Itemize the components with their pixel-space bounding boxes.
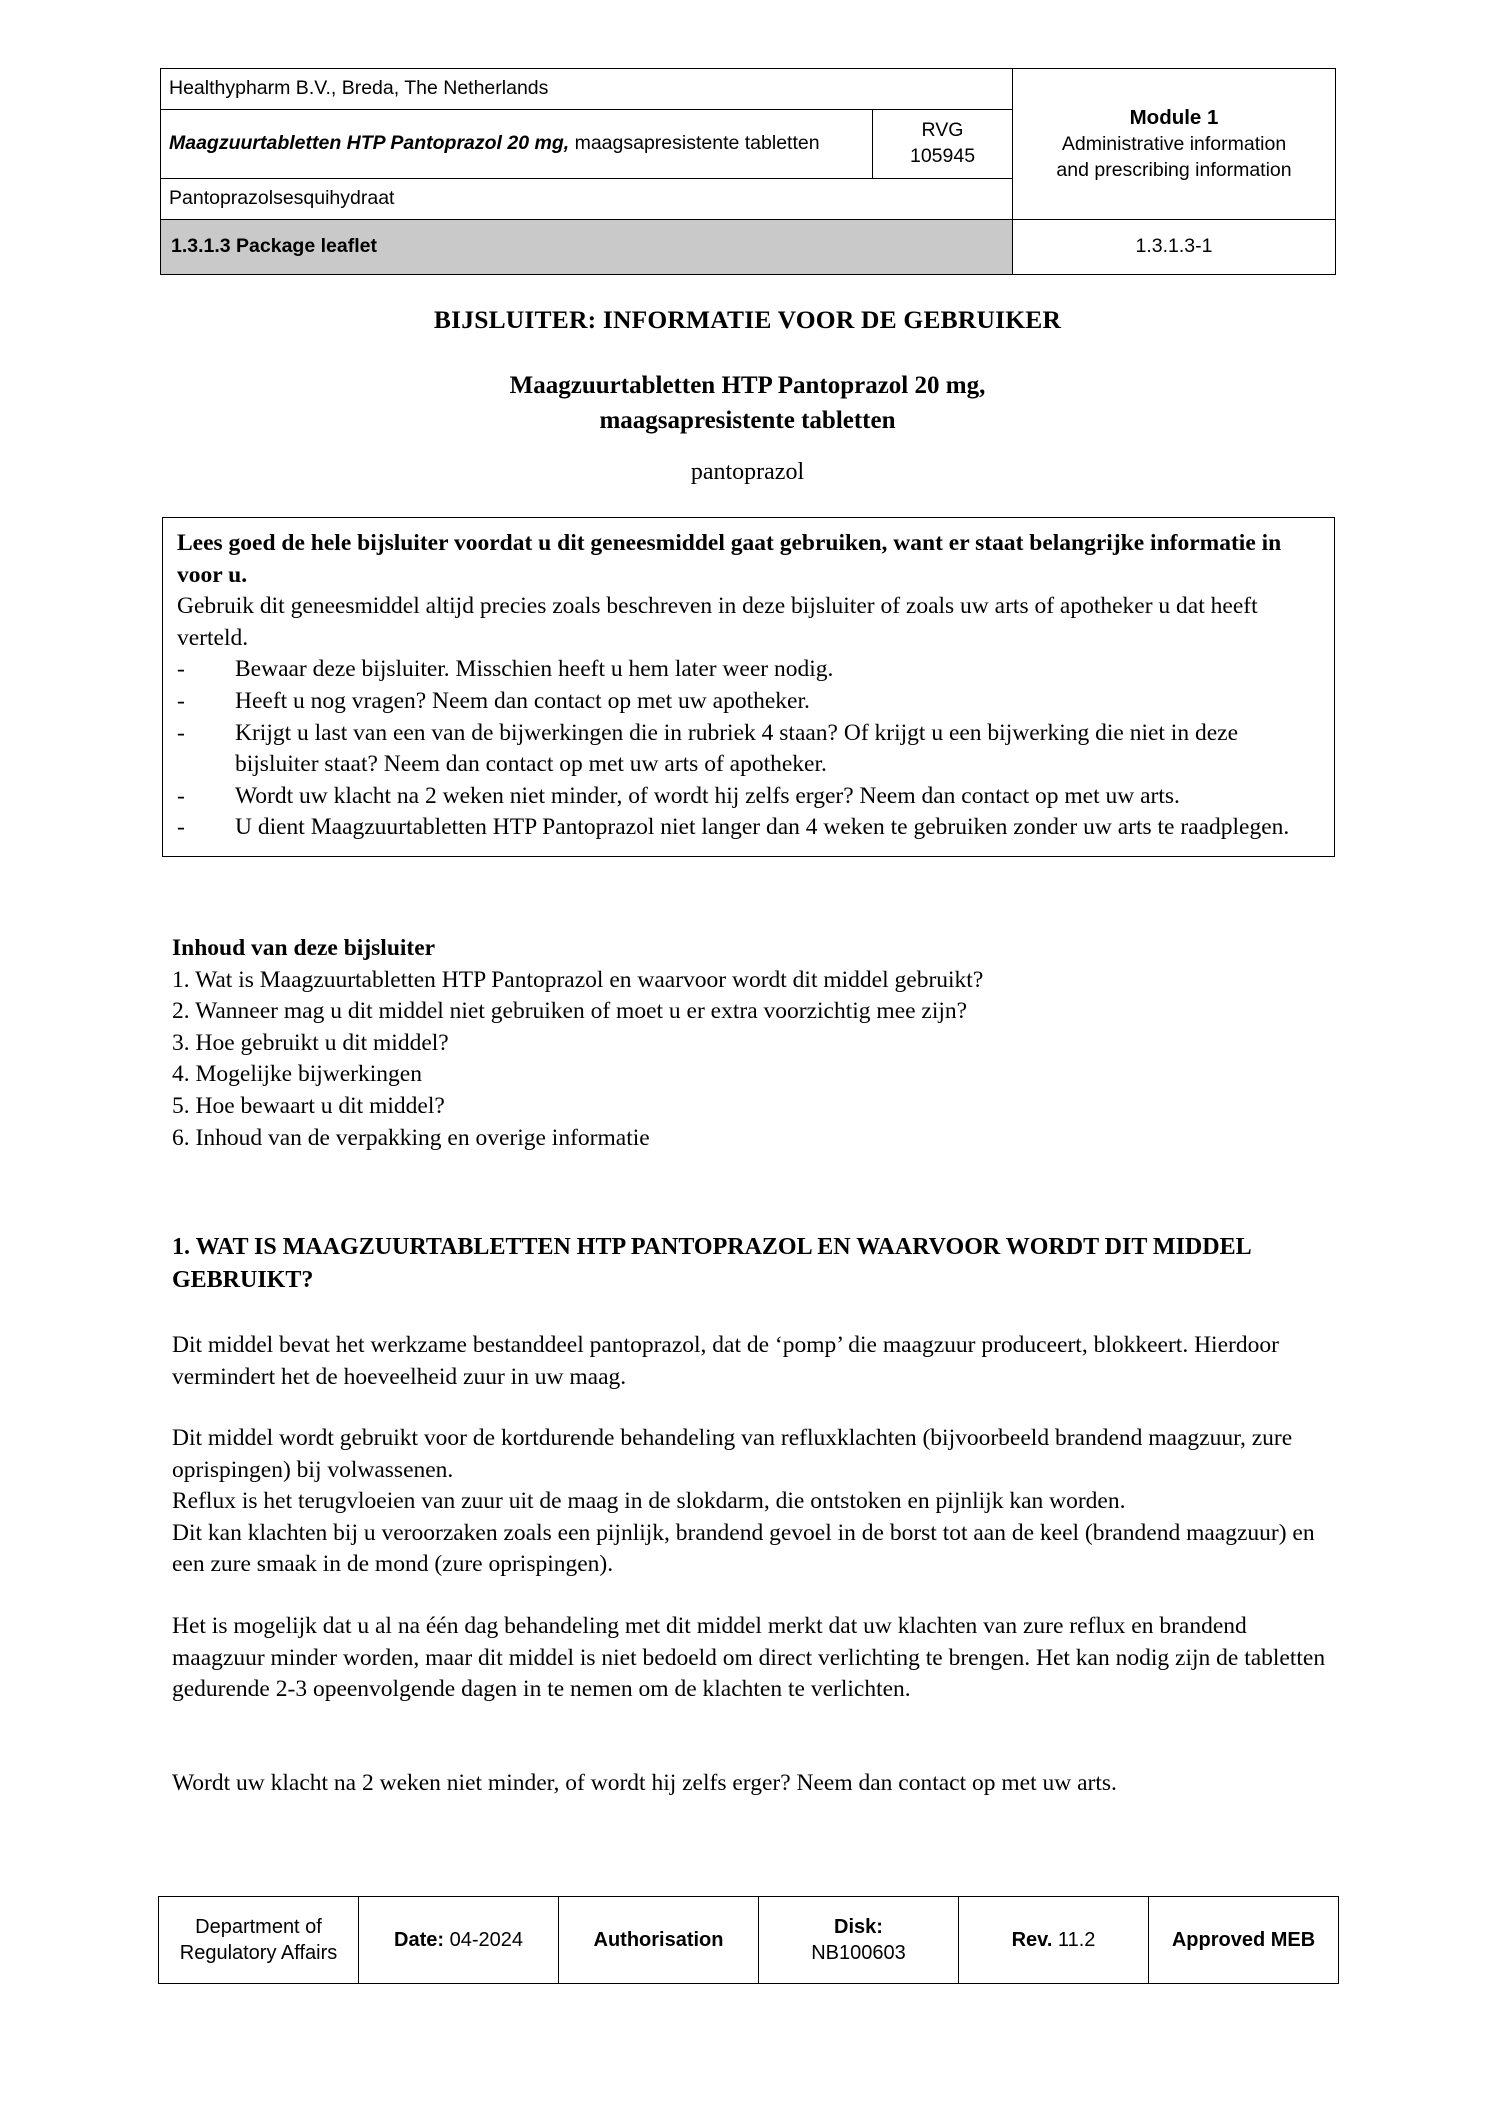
rev-label: Rev. [1011,1929,1053,1951]
date-value: 04-2024 [444,1929,523,1951]
header-company-cell: Healthypharm B.V., Breda, The Netherlands [161,69,1013,110]
rvg-number: 105945 [909,145,976,167]
header-rvg-cell [873,110,1013,179]
list-item [177,812,1320,844]
leaflet-section-title: 1.3.1.3 Package leaflet [161,220,1013,275]
list-item-text: Krijgt u last van een van de bijwerkingen die in rubriek 4 staan? Of krijgt u een bijwerking die niet in deze bijsluiter staat? Neem dan contact op met uw arts of apotheker. [235,719,1239,778]
header-product-name: Maagzuurtabletten HTP Pantoprazol 20 mg, [169,132,570,155]
section-1-paragraph-3 [172,1611,1335,1706]
generic-substance-name: pantoprazol [690,459,805,485]
list-item [177,781,1320,813]
section-1-paragraph-2 [172,1423,1335,1581]
module-line-1: Administrative information [1061,133,1287,156]
dash-marker: - [177,719,185,746]
footer-row [159,1897,1339,1984]
paragraph-text: Dit middel wordt gebruikt voor de kortdurende behandeling van refluxklachten (bijvoorbeeld brandend maagzuur, zure oprispingen) bij volwassenen. [172,1425,1293,1483]
department-line-1: Department of [195,1916,322,1938]
toc-item-5: 5. Hoe bewaart u dit middel? [172,1092,445,1119]
header-product-cell [161,110,873,179]
product-title [160,369,1335,438]
paragraph-text: Het is mogelijk dat u al na één dag behandeling met dit middel merkt dat uw klachten van zure reflux en brandend maagzuur minder worden, maar dit middel is niet bedoeld om direct verlichting te brengen. Het kan nodig zijn de tabletten gedurende 2-3 opeenvolgende dagen in te nemen om de klachten te verlichten. [172,1613,1326,1703]
footer-department-cell [159,1897,359,1984]
warning-bullet-list [177,654,1320,844]
disk-value: NB100603 [811,1942,906,1964]
leaflet-section-code: 1.3.1.3-1 [1013,220,1336,275]
list-item [177,718,1320,781]
section-1-heading: 1. WAT IS MAAGZUURTABLETTEN HTP PANTOPRAZOL EN WAARVOOR WORDT DIT MIDDEL GEBRUIKT? [172,1234,1251,1293]
list-item [177,686,1320,718]
list-item-text: U dient Maagzuurtabletten HTP Pantoprazol niet langer dan 4 weken te gebruiken zonder uw arts te raadplegen. [235,814,1290,841]
important-information-box [162,517,1335,857]
document-header-table [160,68,1336,275]
paragraph-text: Dit kan klachten bij u veroorzaken zoals een pijnlijk, brandend gevoel in de borst tot aan de keel (brandend maagzuur) en een zure smaak in de mond (zure oprispingen). [172,1519,1315,1578]
footer-authorisation-cell: Authorisation [559,1897,759,1984]
list-item-text: Bewaar deze bijsluiter. Misschien heeft u hem later weer nodig. [235,656,834,683]
footer-disk-cell [759,1897,959,1984]
toc-heading: Inhoud van deze bijsluiter [172,935,436,961]
paragraph-text: Wordt uw klacht na 2 weken niet minder, of wordt hij zelfs erger? Neem dan contact op met uw arts. [172,1770,1117,1796]
warning-bold-intro: Lees goed de hele bijsluiter voordat u dit geneesmiddel gaat gebruiken, want er staat belangrijke informatie in voor u. [177,530,1282,588]
section-1-paragraph-1 [172,1330,1335,1393]
department-line-2: Regulatory Affairs [179,1942,338,1964]
header-substance-cell: Pantoprazolsesquihydraat [161,179,1013,220]
page-title: BIJSLUITER: INFORMATIE VOOR DE GEBRUIKER [433,305,1062,334]
footer-rev-cell [959,1897,1149,1984]
header-module-cell [1013,69,1336,220]
list-item-text: Wordt uw klacht na 2 weken niet minder, of wordt hij zelfs erger? Neem dan contact op met uw arts. [235,782,1180,809]
rvg-label: RVG [921,119,964,142]
header-row-leaflet [161,220,1336,275]
toc-item-4: 4. Mogelijke bijwerkingen [172,1061,422,1088]
list-item-text: Heeft u nog vragen? Neem dan contact op met uw apotheker. [235,687,810,714]
product-title-line-1: Maagzuurtabletten HTP Pantoprazol 20 mg, [509,372,986,399]
list-item [177,654,1320,686]
footer-date-cell [359,1897,559,1984]
module-line-2: and prescribing information [1056,159,1292,182]
footer-approved-cell: Approved MEB [1149,1897,1339,1984]
dash-marker: - [177,687,185,714]
section-1-paragraph-4 [172,1768,1335,1800]
toc-item-6: 6. Inhoud van de verpakking en overige informatie [172,1124,650,1151]
document-footer-table [158,1896,1339,1984]
dash-marker: - [177,656,185,683]
module-title: Module 1 [1129,106,1219,130]
paragraph-text: Reflux is het terugvloeien van zuur uit de maag in de slokdarm, die ontstoken en pijnlijk kan worden. [172,1488,1126,1515]
disk-label: Disk: [834,1916,883,1938]
toc-item-2: 2. Wanneer mag u dit middel niet gebruiken of moet u er extra voorzichtig mee zijn? [172,998,968,1025]
product-title-line-2: maagsapresistente tabletten [599,406,896,434]
header-product-form: maagsapresistente tabletten [569,132,820,155]
toc-item-1: 1. Wat is Maagzuurtabletten HTP Pantoprazol en waarvoor wordt dit middel gebruikt? [172,966,984,993]
warning-intro-paragraph: Gebruik dit geneesmiddel altijd precies zoals beschreven in deze bijsluiter of zoals uw arts of apotheker u dat heeft verteld. [177,593,1258,651]
paragraph-text: Dit middel bevat het werkzame bestanddeel pantoprazol, dat de ‘pomp’ die maagzuur produceert, blokkeert. Hierdoor vermindert het de hoeveelheid zuur in uw maag. [172,1332,1279,1390]
table-of-contents [172,933,1337,1154]
header-row-company [161,69,1336,110]
dash-marker: - [177,782,185,809]
toc-item-3: 3. Hoe gebruikt u dit middel? [172,1029,449,1056]
rev-value: 11.2 [1052,1929,1096,1951]
dash-marker: - [177,814,185,841]
date-label: Date: [394,1929,445,1951]
